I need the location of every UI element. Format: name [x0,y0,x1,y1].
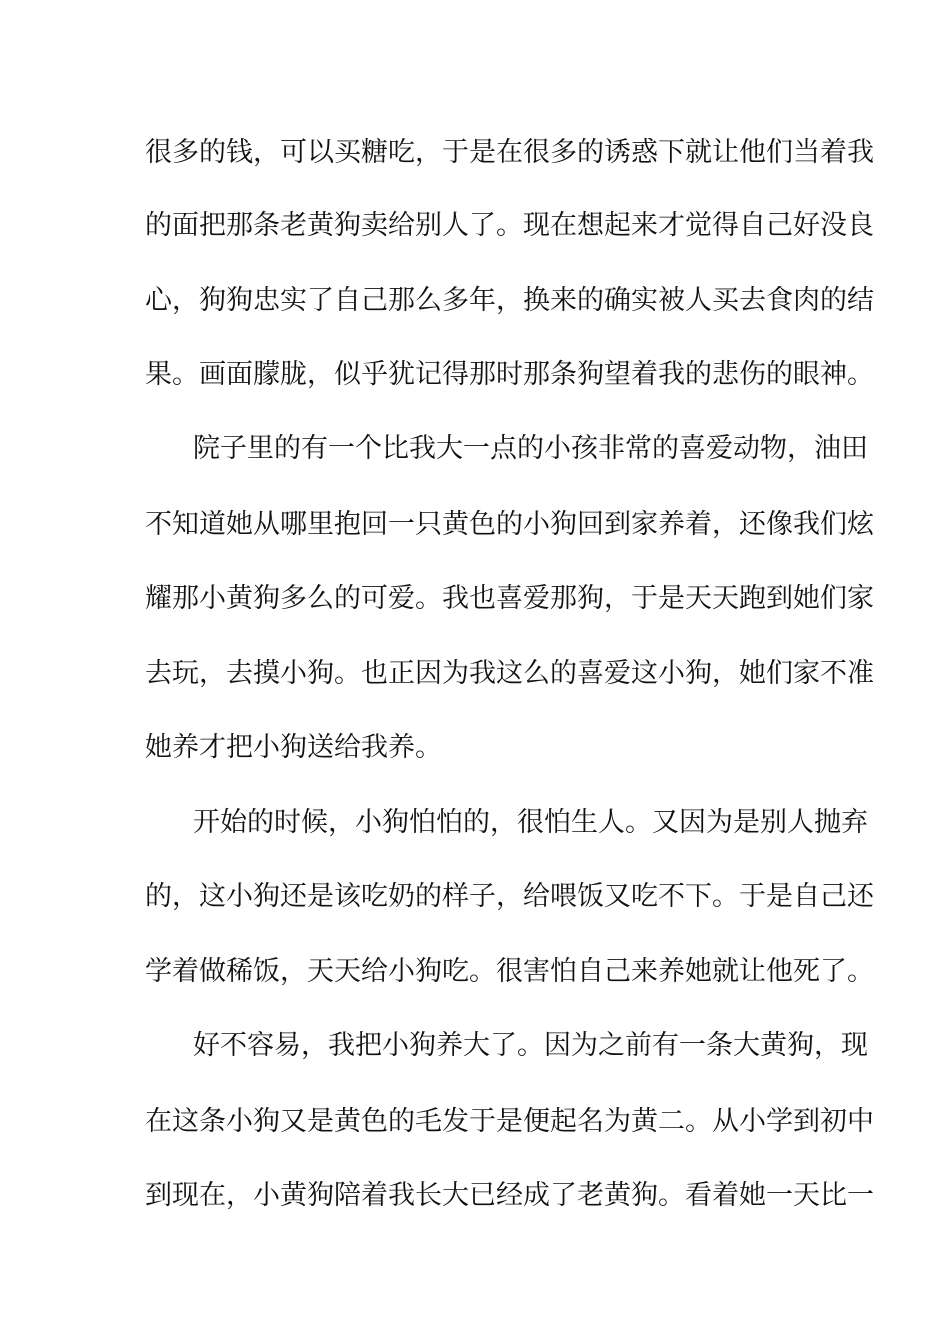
text-line: 的，这小狗还是该吃奶的样子，给喂饭又吃不下。于是自己还 [145,881,874,912]
text-line: 不知道她从哪里抱回一只黄色的小狗回到家养着，还像我们炫 [145,509,874,540]
paragraph-first-line: 开始的时候，小狗怕怕的，很怕生人。又因为是别人抛弃 [193,807,868,838]
text-line: 在这条小狗又是黄色的毛发于是便起名为黄二。从小学到初中 [145,1106,874,1137]
text-line: 果。画面朦胧，似乎犹记得那时那条狗望着我的悲伤的眼神。 [145,359,874,390]
text-line: 到现在，小黄狗陪着我长大已经成了老黄狗。看着她一天比一 [145,1180,874,1211]
text-line: 很多的钱，可以买糖吃，于是在很多的诱惑下就让他们当着我 [145,137,874,168]
text-line: 她养才把小狗送给我养。 [145,732,442,763]
paragraph-first-line: 院子里的有一个比我大一点的小孩非常的喜爱动物，油田 [193,433,868,464]
text-line: 的面把那条老黄狗卖给别人了。现在想起来才觉得自己好没良 [145,210,874,241]
text-line: 学着做稀饭，天天给小狗吃。很害怕自己来养她就让他死了。 [145,956,874,987]
text-line: 心，狗狗忠实了自己那么多年，换来的确实被人买去食肉的结 [145,285,874,316]
paragraph-first-line: 好不容易，我把小狗养大了。因为之前有一条大黄狗，现 [193,1030,868,1061]
text-line: 耀那小黄狗多么的可爱。我也喜爱那狗，于是天天跑到她们家 [145,583,874,614]
text-line: 去玩，去摸小狗。也正因为我这么的喜爱这小狗，她们家不准 [145,658,874,689]
